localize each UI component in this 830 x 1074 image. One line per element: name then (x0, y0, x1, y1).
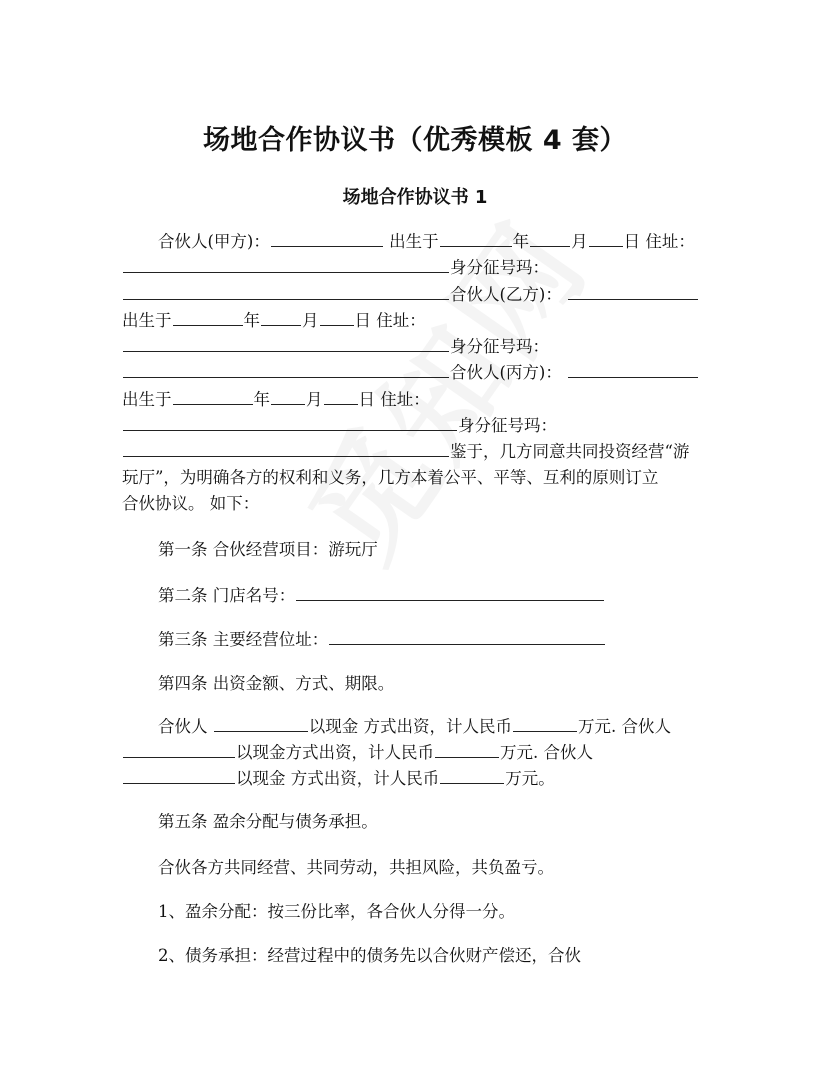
id-number-blank[interactable] (123, 363, 449, 378)
partner-a-name-blank[interactable] (271, 232, 383, 247)
preamble-line-3: 合伙协议。 如下： (122, 494, 260, 513)
partner-b-id-line (122, 337, 549, 357)
capital-unit: 万元. 合伙人 (578, 717, 671, 736)
partner-b-name-blank[interactable] (568, 285, 698, 300)
birth-year-blank[interactable] (173, 311, 243, 326)
birth-label: 出生于 (389, 232, 439, 251)
business-address-blank[interactable] (329, 630, 605, 645)
id-label: 身分征号玛： (458, 416, 557, 435)
article-2-label: 第二条 门店名号： (158, 586, 296, 605)
amount-blank[interactable] (513, 717, 577, 732)
partner-blank[interactable] (123, 743, 235, 758)
profit-item-1: 1、盈余分配：按三份比率，各合伙人分得一分。 (158, 902, 515, 921)
birth-day-blank[interactable] (320, 311, 354, 326)
partner-b-label: 合伙人(乙方)： (450, 285, 562, 304)
capital-unit: 万元. 合伙人 (500, 743, 593, 762)
document-subtitle: 场地合作协议书 1 (342, 187, 488, 208)
article-3 (158, 630, 606, 650)
article-3-label: 第三条 主要经营位址： (158, 630, 329, 649)
store-name-blank[interactable] (296, 586, 604, 601)
year-label: 年 (243, 311, 260, 330)
article-1: 第一条 合伙经营项目：游玩厅 (158, 540, 378, 559)
address-blank[interactable] (123, 337, 449, 352)
partner-a-id-line (122, 258, 549, 278)
birth-month-blank[interactable] (530, 232, 570, 247)
partner-blank[interactable] (214, 717, 308, 732)
month-label: 月 (302, 311, 319, 330)
partner-b-line (122, 285, 699, 305)
month-label: 月 (571, 232, 588, 251)
amount-blank[interactable] (435, 743, 499, 758)
birth-day-blank[interactable] (324, 390, 358, 405)
partner-c-name-blank[interactable] (568, 363, 698, 378)
partner-c-id-line (122, 416, 557, 436)
id-label: 身分征号玛： (450, 258, 549, 277)
capital-line-3 (122, 769, 555, 789)
profit-paragraph: 合伙各方共同经营、共同劳动，共担风险，共负盈亏。 (158, 858, 554, 877)
preamble-line-2: 玩厅”，为明确各方的权利和义务，几方本着公平、平等、互利的原则订立 (122, 468, 659, 487)
id-number-blank[interactable] (123, 442, 449, 457)
partner-c-birth-line (122, 390, 430, 410)
birth-label: 出生于 (122, 311, 172, 330)
birth-year-blank[interactable] (173, 390, 253, 405)
id-label: 身分征号玛： (450, 337, 549, 356)
partner-a-line (158, 232, 695, 252)
preamble-line-1 (122, 442, 689, 462)
article-2 (158, 586, 605, 606)
birth-month-blank[interactable] (271, 390, 305, 405)
birth-day-blank[interactable] (589, 232, 623, 247)
article-5: 第五条 盈余分配与债务承担。 (158, 812, 378, 831)
preamble-text: 鉴于，几方同意共同投资经营“游 (450, 442, 690, 461)
birth-year-blank[interactable] (440, 232, 512, 247)
birth-month-blank[interactable] (261, 311, 301, 326)
article-4: 第四条 出资金额、方式、期限。 (158, 674, 395, 693)
capital-text: 以现金 方式出资，计人民币 (236, 769, 440, 788)
partner-c-line (122, 363, 699, 383)
capital-text: 以现金方式出资，计人民币 (236, 743, 434, 762)
profit-item-2: 2、债务承担：经营过程中的债务先以合伙财产偿还，合伙 (158, 946, 581, 965)
birth-label: 出生于 (122, 390, 172, 409)
year-label: 年 (253, 390, 270, 409)
partner-b-birth-line (122, 311, 426, 331)
month-label: 月 (306, 390, 323, 409)
capital-line-2 (122, 743, 593, 763)
amount-blank[interactable] (440, 769, 504, 784)
id-number-blank[interactable] (123, 285, 449, 300)
address-label: 日 住址： (354, 311, 426, 330)
partner-label: 合伙人 (158, 717, 208, 736)
capital-text: 以现金 方式出资，计人民币 (308, 717, 512, 736)
address-label: 日 住址： (623, 232, 695, 251)
address-blank[interactable] (123, 258, 449, 273)
capital-line-1 (158, 717, 671, 737)
address-blank[interactable] (123, 416, 457, 431)
capital-unit: 万元。 (505, 769, 555, 788)
address-label: 日 住址： (358, 390, 430, 409)
partner-a-label: 合伙人(甲方)： (158, 232, 270, 251)
year-label: 年 (512, 232, 530, 251)
partner-c-label: 合伙人(丙方)： (450, 363, 562, 382)
document-title: 场地合作协议书（优秀模板 4 套） (202, 125, 628, 156)
partner-blank[interactable] (123, 769, 235, 784)
